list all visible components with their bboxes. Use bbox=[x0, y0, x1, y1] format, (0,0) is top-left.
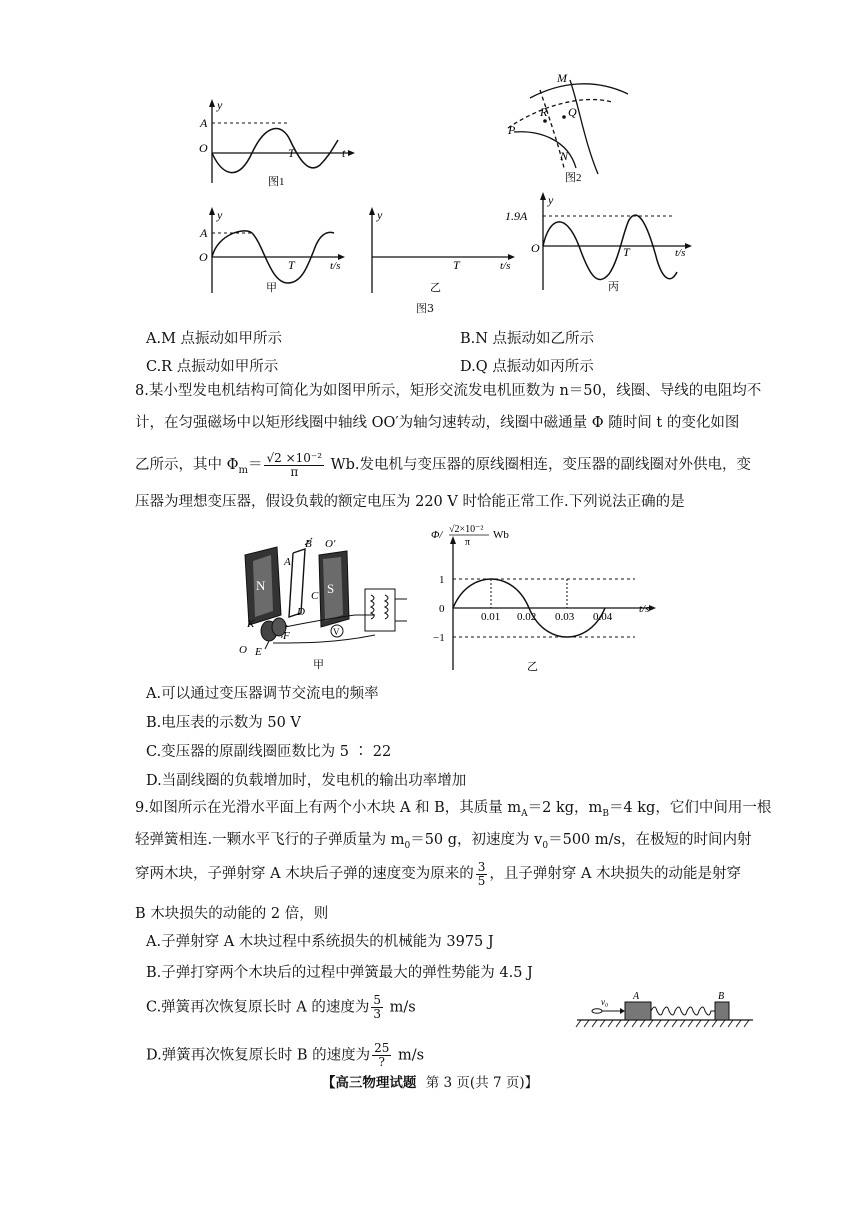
fig3-yi-label: 乙 bbox=[430, 282, 441, 294]
fig1-caption: 图1 bbox=[268, 176, 285, 188]
q9-l1-mid: ＝2 kg，m bbox=[527, 800, 603, 816]
fig3-jia-o: O bbox=[199, 250, 208, 264]
q9-c-unit: m/s bbox=[389, 999, 416, 1016]
q9-l1-end: ＝4 kg，它们中间用一根 bbox=[608, 800, 772, 816]
q7-option-c[interactable]: C.R 点振动如甲所示 bbox=[146, 359, 279, 375]
q8-l3-post: Wb.发电机与变压器的原线圈相连，变压器的副线圈对外供电，变 bbox=[330, 457, 751, 473]
q9-l2-sub0: 0 bbox=[404, 840, 411, 851]
figure-3-jia bbox=[190, 205, 350, 295]
fig1-o-label: O bbox=[199, 141, 208, 155]
flux-ytick-1: 1 bbox=[439, 574, 445, 586]
q9-l1-sub-a: A bbox=[521, 808, 528, 819]
q9-line-1 bbox=[135, 798, 771, 824]
q9-d-fraction bbox=[372, 1042, 391, 1069]
fig3-bing-t-tick: T bbox=[623, 245, 630, 259]
q9-fraction-3-5 bbox=[476, 861, 488, 888]
q9-l3-pre: 穿两木块，子弹射穿 A 木块后子弹的速度变为原来的 bbox=[135, 866, 474, 882]
q8-option-b[interactable]: B.电压表的示数为 50 V bbox=[146, 715, 301, 731]
q9-l2-end: ＝500 m/s，在极短的时间内射 bbox=[548, 832, 752, 848]
q8-option-a[interactable]: A.可以通过变压器调节交流电的频率 bbox=[146, 686, 379, 702]
figure-1 bbox=[190, 95, 360, 190]
fig2-p-label: P bbox=[508, 123, 516, 137]
q8-option-d[interactable]: D.当副线圈的负载增加时，发电机的输出功率增加 bbox=[146, 773, 467, 789]
flux-ytick-neg1: −1 bbox=[433, 632, 445, 644]
q8-l3-pre: 乙所示，其中 Φ bbox=[135, 457, 239, 473]
q8-phi-num: √2 ×10⁻² bbox=[266, 450, 323, 465]
flux-xtick-004: 0.04 bbox=[593, 611, 613, 623]
flux-xlabel: t/s bbox=[639, 603, 650, 615]
q9-c-den: 3 bbox=[373, 1007, 382, 1021]
flux-xtick-002: 0.02 bbox=[517, 611, 537, 623]
fig3-caption: 图3 bbox=[416, 302, 434, 315]
fig3-jia-t-tick: T bbox=[288, 258, 295, 272]
q9-d-pre: D.弹簧再次恢复原长时 B 的速度为 bbox=[146, 1047, 371, 1064]
fig1-a-label: A bbox=[200, 116, 208, 130]
figure-3-bing bbox=[505, 190, 700, 300]
fig3-yi-y: y bbox=[377, 208, 383, 222]
label-o: O bbox=[239, 644, 247, 656]
block-b bbox=[715, 1002, 729, 1020]
flux-ytick-0: 0 bbox=[439, 603, 445, 615]
q8-fig-yi-label: 乙 bbox=[527, 661, 538, 673]
fig2-r-label: R bbox=[540, 105, 548, 119]
fig2-caption: 图2 bbox=[565, 172, 582, 184]
q9-l3-post: ，且子弹射穿 A 木块损失的动能是射穿 bbox=[489, 866, 742, 882]
fig3-jia-a: A bbox=[200, 226, 208, 240]
fig2-q-label: Q bbox=[568, 105, 577, 119]
q8-phi-den: π bbox=[290, 464, 299, 479]
q9-d-den: ? bbox=[378, 1055, 385, 1069]
q8-generator-figure bbox=[225, 535, 410, 670]
q9-fig-a: A bbox=[633, 991, 640, 1002]
flux-ylabel-num: √2×10⁻² bbox=[449, 524, 484, 535]
fig3-jia-y: y bbox=[217, 208, 223, 222]
voltmeter-v-label: V bbox=[333, 627, 340, 637]
q9-fig-v0: v₀ bbox=[601, 997, 609, 1007]
page-footer bbox=[0, 1071, 860, 1091]
label-d: D bbox=[297, 606, 305, 618]
q9-d-num: 25 bbox=[374, 1041, 390, 1055]
q8-fig-jia-label: 甲 bbox=[313, 659, 324, 670]
label-e: E bbox=[255, 646, 262, 658]
fig2-n-label: N bbox=[560, 149, 569, 163]
label-b: B bbox=[305, 538, 312, 550]
footer-title: 【高三物理试题 bbox=[321, 1075, 417, 1091]
q9-line-3 bbox=[135, 856, 741, 892]
q9-l3-den: 5 bbox=[477, 873, 486, 888]
q8-line-3 bbox=[135, 447, 751, 489]
label-c: C bbox=[311, 590, 319, 602]
label-o-prime: O′ bbox=[325, 538, 336, 550]
q9-l2-mid: ＝50 g，初速度为 v bbox=[410, 832, 543, 848]
q9-l1-sub-b: B bbox=[602, 808, 609, 819]
q9-c-num: 5 bbox=[373, 993, 382, 1007]
magnet-n-label: N bbox=[256, 578, 266, 593]
figure-2 bbox=[500, 70, 640, 190]
fig1-y-label: y bbox=[217, 98, 223, 112]
q8-line-1: 8.某小型发电机结构可简化为如图甲所示，矩形交流发电机匝数为 n＝50，线圈、导线的电阻均不 bbox=[135, 383, 762, 399]
q8-line-4: 压器为理想变压器，假设负载的额定电压为 220 V 时恰能正常工作.下列说法正确的是 bbox=[135, 494, 685, 510]
label-f: F bbox=[283, 630, 290, 642]
fig3-bing-label: 丙 bbox=[608, 281, 619, 293]
footer-page: 第 3 页(共 7 页)】 bbox=[425, 1075, 539, 1091]
flux-xtick-003: 0.03 bbox=[555, 611, 575, 623]
q9-l1-a: 9.如图所示在光滑水平面上有两个小木块 A 和 B，其质量 m bbox=[135, 800, 522, 816]
fig1-t-tick: T bbox=[288, 146, 295, 160]
q9-fig-b: B bbox=[718, 991, 725, 1002]
flux-ylabel-den: π bbox=[465, 537, 471, 548]
q7-option-b[interactable]: B.N 点振动如乙所示 bbox=[460, 331, 595, 347]
q9-option-b[interactable]: B.子弹打穿两个木块后的过程中弹簧最大的弹性势能为 4.5 J bbox=[146, 965, 533, 981]
q9-l3-num: 3 bbox=[477, 859, 486, 874]
q9-option-d[interactable] bbox=[146, 1042, 424, 1069]
fig2-m-label: M bbox=[557, 71, 567, 85]
q8-phi-fraction bbox=[264, 452, 324, 479]
fig3-bing-y: y bbox=[548, 193, 554, 207]
fig3-jia-t-axis: t/s bbox=[330, 260, 341, 272]
q9-line-4: B 木块损失的动能的 2 倍，则 bbox=[135, 906, 329, 922]
figure-3-yi bbox=[360, 205, 525, 295]
spring bbox=[651, 1007, 715, 1015]
q9-spring-figure bbox=[575, 988, 755, 1033]
q8-l3-eq: ＝ bbox=[247, 457, 263, 473]
fig3-bing-a: 1.9A bbox=[505, 209, 528, 223]
q9-l2-sub1: 0 bbox=[542, 840, 549, 851]
block-a bbox=[625, 1002, 651, 1020]
q9-l2-pre: 轻弹簧相连.一颗水平飞行的子弹质量为 m bbox=[135, 832, 405, 848]
fig3-bing-o: O bbox=[531, 241, 540, 255]
q8-l3-sub: m bbox=[238, 464, 248, 476]
q8-option-c[interactable]: C.变压器的原副线圈匝数比为 5 ∶ 22 bbox=[146, 744, 392, 760]
fig3-bing-t-axis: t/s bbox=[675, 247, 686, 259]
q9-d-unit: m/s bbox=[397, 1047, 425, 1064]
label-k: K bbox=[247, 618, 255, 630]
q8-line-2: 计，在匀强磁场中以矩形线圈中轴线 OO′为轴匀速转动，线圈中磁通量 Φ 随时间 t 的变化如图 bbox=[135, 415, 740, 431]
flux-ylabel-unit: Wb bbox=[493, 529, 509, 541]
flux-xtick-001: 0.01 bbox=[481, 611, 501, 623]
label-a: A bbox=[284, 556, 291, 568]
q9-option-c[interactable] bbox=[146, 994, 416, 1021]
q9-c-fraction bbox=[371, 994, 383, 1021]
magnet-s-label: S bbox=[327, 581, 335, 596]
q9-option-a[interactable]: A.子弹射穿 A 木块过程中系统损失的机械能为 3975 J bbox=[146, 934, 494, 950]
fig3-yi-t-axis: t/s bbox=[500, 260, 511, 272]
q9-line-2 bbox=[135, 830, 751, 856]
q7-option-d[interactable]: D.Q 点振动如丙所示 bbox=[460, 359, 594, 375]
flux-ylabel-pre: Φ/ bbox=[431, 529, 443, 541]
q9-c-pre: C.弹簧再次恢复原长时 A 的速度为 bbox=[146, 999, 370, 1016]
q8-flux-chart bbox=[425, 520, 665, 680]
fig1-t-axis: t bbox=[342, 146, 346, 160]
fig3-yi-t-tick: T bbox=[453, 258, 460, 272]
fig3-jia-label: 甲 bbox=[266, 282, 277, 294]
q7-option-a[interactable]: A.M 点振动如甲所示 bbox=[146, 331, 283, 347]
